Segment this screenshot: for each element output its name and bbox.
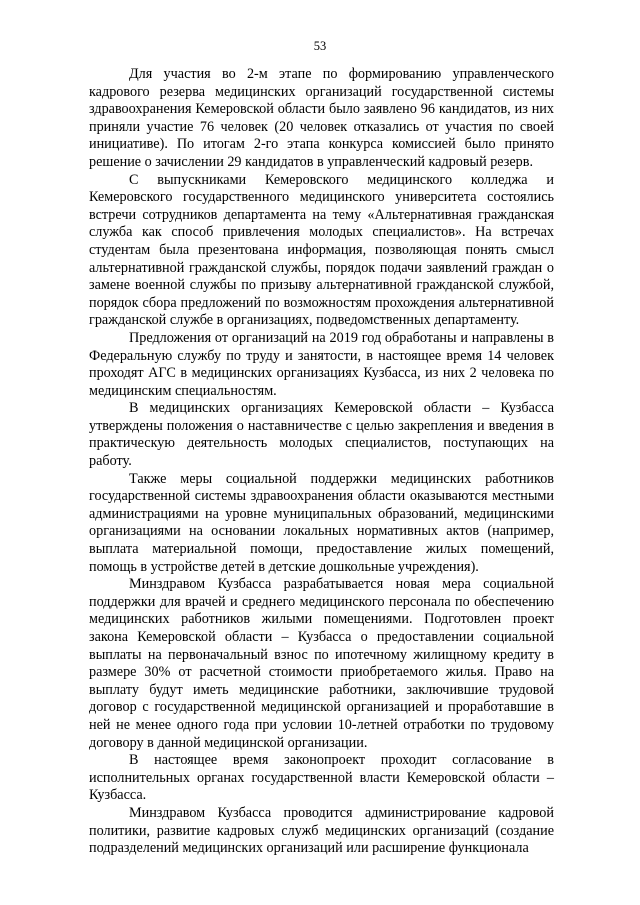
paragraph-mentoring: В медицинских организациях Кемеровской области – Кузбасса утверждены положения о наставничестве с целью закрепления и введения в практическую деятельность молодых специалистов, поступающих на работу.: [89, 400, 554, 470]
paragraph-ags-proposals: Предложения от организаций на 2019 год обработаны и направлены в Федеральную службу по труду и занятости, в настоящее время 14 человек проходят АГС в медицинских организациях Кузбасса, из них 2 человека по медицинским специальностям.: [89, 329, 554, 399]
paragraph-hr-policy: Минздравом Кузбасса проводится администрирование кадровой политики, развитие кадровых служб медицинских организаций (создание подразделений медицинских организаций или расширение функционала: [89, 804, 554, 857]
body-text: [89, 66, 554, 858]
paragraph-social-support: Также меры социальной поддержки медицинских работников государственной системы здравоохранения области оказываются местными администрациями на уровне муниципальных образований, медицинскими организациями на основании локальных нормативных актов (например, выплата материальной помощи, предоставление жилых помещений, помощь в устройстве детей в детские дошкольные учреждения).: [89, 470, 554, 575]
paragraph-bill-approval: В настоящее время законопроект проходит согласование в исполнительных органах государственной власти Кемеровской области – Кузбасса.: [89, 752, 554, 804]
page-number: 53: [313, 39, 327, 53]
paragraph-reserve-candidates: Для участия во 2-м этапе по формированию управленческого кадрового резерва медицинских организаций государственной системы здравоохранения Кемеровской области было заявлено 96 кандидатов, из них приняли участие 76 человек (20 человек отказались от участия по своей инициативе). По итогам 2-го этапа конкурса комиссией было принято решение о зачислении 29 кандидатов в управленческий кадровый резерв.: [89, 66, 554, 170]
paragraph-housing-support: Минздравом Кузбасса разрабатывается новая мера социальной поддержки для врачей и среднего медицинского персонала по обеспечению медицинских работников жилыми помещениями. Подготовлен проект закона Кемеровской области – Кузбасса о предоставлении социальной выплаты на первоначальный взнос по ипотечному жилищному кредиту в размере 30% от расчетной стоимости приобретаемого жилья. Право на выплату будут иметь медицинские работники, заключившие трудовой договор с государственной медицинской организацией и проработавшие в ней не менее одного года при условии 10-летней отработки по трудовому договору в данной медицинской организации.: [89, 576, 554, 751]
paragraph-alternative-service-meetings: С выпускниками Кемеровского медицинского колледжа и Кемеровского государственного медицинского университета состоялись встречи сотрудников департамента на тему «Альтернативная гражданская служба как способ привлечения молодых специалистов». На встречах студентам была презентована информация, позволяющая понять смысл альтернативной гражданской службы, порядок подачи заявлений граждан о замене военной службы по призыву альтернативной гражданской службой, порядок сбора предложений по возможностям прохождения альтернативной гражданской службе в организациях, подведомственных департаменту.: [89, 171, 554, 329]
